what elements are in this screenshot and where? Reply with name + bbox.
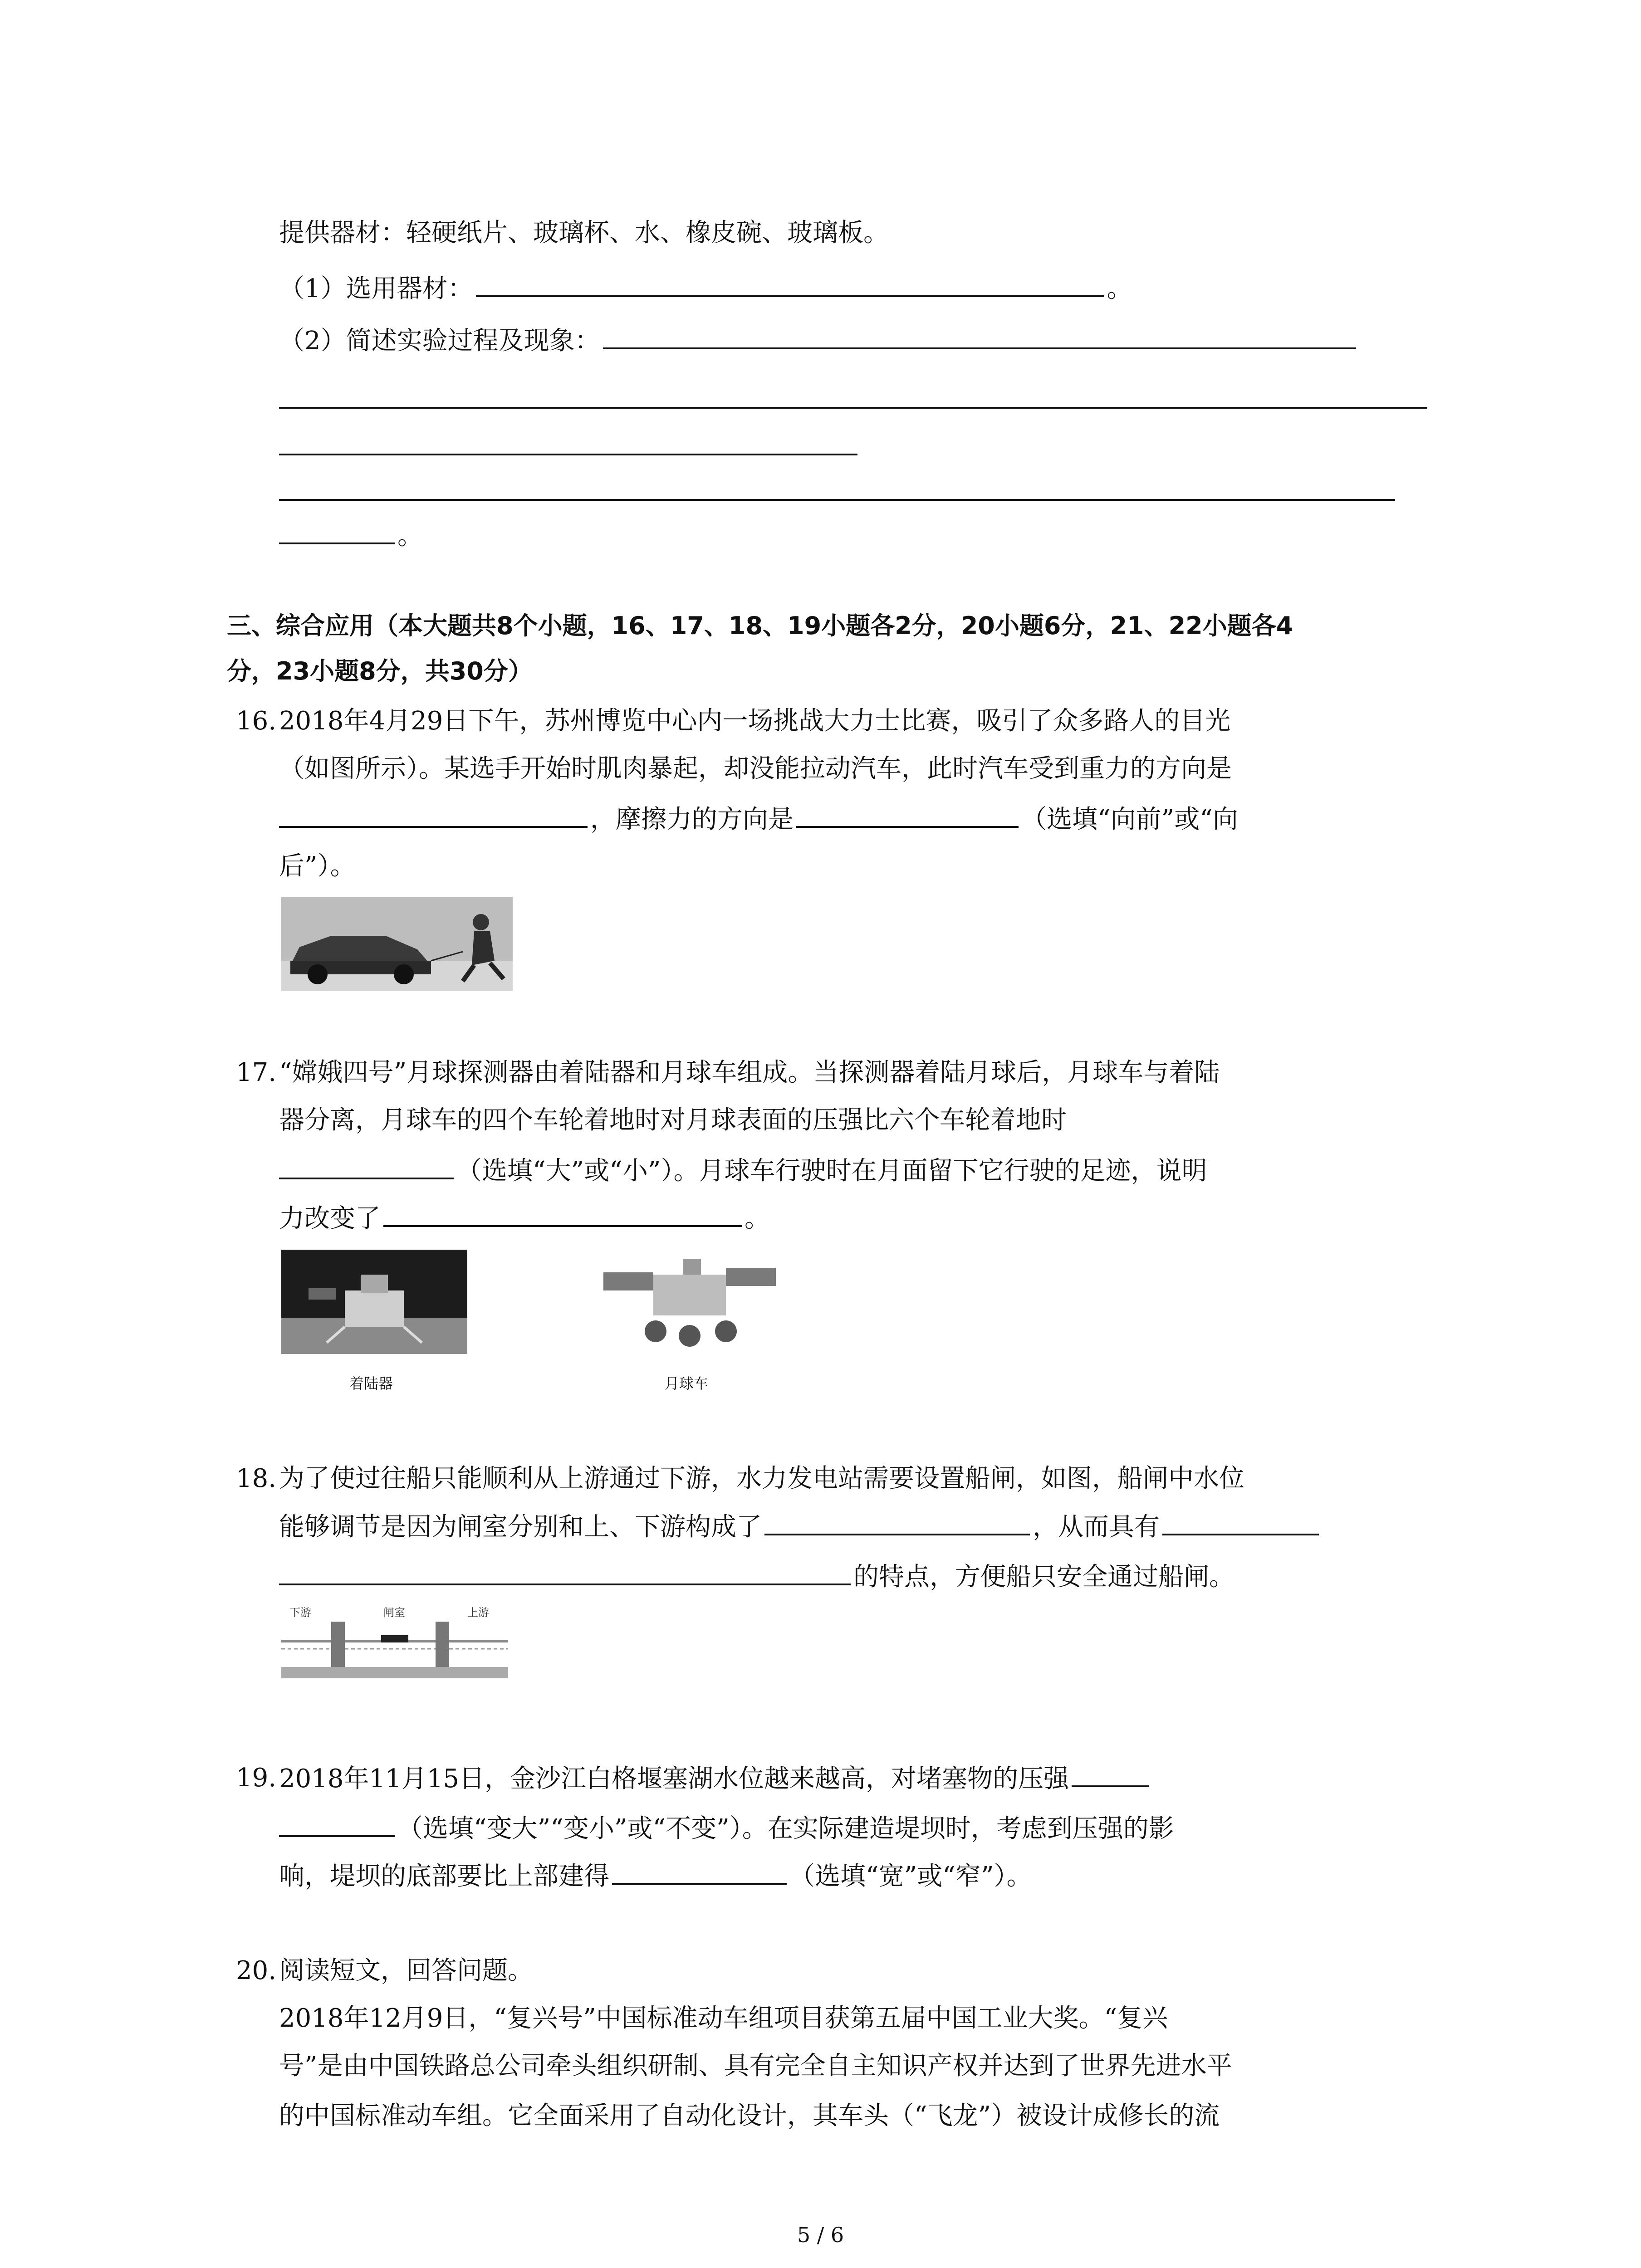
q18-line1: 为了使过往船只能顺利从上游通过下游，水力发电站需要设置船闸，如图，船闸中水位 <box>279 1464 1244 1493</box>
q18-label-downstream: 下游 <box>289 1606 311 1619</box>
q17-blank-pressure[interactable] <box>279 1152 454 1179</box>
sub1-end: 。 <box>1107 274 1132 303</box>
section-heading-line1: 三、综合应用（本大题共8个小题，16、17、18、19小题各2分，20小题6分，21、22小题各4 <box>227 611 1293 640</box>
q16-line3 <box>279 801 1238 838</box>
sub2-text <box>279 322 1359 359</box>
page-number: 5 / 6 <box>797 2223 844 2247</box>
q20-line3: 号”是由中国铁路总公司牵头组织研制、具有完全自主知识产权并达到了世界先进水平 <box>279 2051 1232 2081</box>
q18-blank-connector[interactable] <box>764 1508 1030 1535</box>
q17-line1: “嫦娥四号”月球探测器由着陆器和月球车组成。当探测器着陆月球后，月球车与着陆 <box>279 1058 1220 1087</box>
q17-rover-image <box>599 1250 780 1352</box>
q16-blank-friction[interactable] <box>796 801 1019 828</box>
q19-blank-pressure-a[interactable] <box>1072 1760 1149 1787</box>
q18-number: 18. <box>236 1464 277 1493</box>
q19-line3 <box>279 1857 1032 1895</box>
q16-line2: （如图所示）。某选手开始时肌肉暴起，却没能拉动汽车，此时汽车受到重力的方向是 <box>279 754 1232 783</box>
q18-line2-mid: ，从而具有 <box>1033 1512 1160 1542</box>
q16-blank-gravity[interactable] <box>279 801 588 828</box>
q19-line1-text: 2018年11月15日，金沙江白格堰塞湖水位越来越高，对堵塞物的压强 <box>279 1764 1069 1794</box>
q17-caption-rover: 月球车 <box>665 1375 709 1392</box>
q18-blank-feature-b[interactable] <box>279 1558 851 1585</box>
q16-car-image <box>281 897 513 991</box>
q16-line1: 2018年4月29日下午，苏州博览中心内一场挑战大力士比赛，吸引了众多路人的目光 <box>279 706 1231 736</box>
sub2-blank[interactable] <box>603 322 1356 349</box>
sub1-text <box>279 270 1132 307</box>
q17-lander-image <box>281 1250 467 1354</box>
q18-line2-label: 能够调节是因为闸室分别和上、下游构成了 <box>279 1512 762 1542</box>
q18-line2 <box>279 1508 1322 1545</box>
q19-number: 19. <box>236 1763 277 1793</box>
q20-number: 20. <box>236 1956 277 1985</box>
q16-number: 16. <box>236 706 277 736</box>
q20-line2: 2018年12月9日，“复兴号”中国标准动车组项目获第五届中国工业大奖。“复兴 <box>279 2004 1168 2033</box>
q17-line4-end: 。 <box>745 1204 770 1233</box>
q18-shiplock-diagram <box>281 1603 508 1678</box>
q18-line3 <box>279 1558 1234 1595</box>
q17-line4-label: 力改变了 <box>279 1204 381 1233</box>
q20-line4: 的中国标准动车组。它全面采用了自动化设计，其车头（“飞龙”）被设计成修长的流 <box>279 2101 1220 2131</box>
q17-line3-end: （选填“大”或“小”）。月球车行驶时在月面留下它行驶的足迹，说明 <box>456 1156 1207 1186</box>
answer-line-1[interactable] <box>279 407 1427 409</box>
q18-line3-end: 的特点，方便船只安全通过船闸。 <box>853 1562 1234 1592</box>
q17-blank-effect[interactable] <box>383 1200 742 1227</box>
top-end: 。 <box>397 521 423 551</box>
sub1-blank[interactable] <box>476 270 1104 297</box>
sub2-label: （2）简述实验过程及现象： <box>279 326 600 356</box>
answer-line-2[interactable] <box>279 454 857 455</box>
q16-line4: 后”）。 <box>279 851 356 881</box>
q19-line2-end: （选填“变大”“变小”或“不变”）。在实际建造堤坝时，考虑到压强的影 <box>397 1814 1174 1843</box>
q19-blank-width[interactable] <box>612 1857 787 1885</box>
answer-line-3[interactable] <box>279 499 1395 501</box>
q18-label-upstream: 上游 <box>467 1606 489 1619</box>
q17-number: 17. <box>236 1058 277 1087</box>
q17-line2: 器分离，月球车的四个车轮着地时对月球表面的压强比六个车轮着地时 <box>279 1105 1067 1135</box>
q19-blank-pressure-b[interactable] <box>279 1810 395 1837</box>
q16-line3-mid: ，摩擦力的方向是 <box>590 805 794 834</box>
q18-label-chamber: 闸室 <box>383 1606 405 1619</box>
sub1-label: （1）选用器材： <box>279 274 473 303</box>
q16-line3-end: （选填“向前”或“向 <box>1021 805 1238 834</box>
q19-line3-end: （选填“宽”或“窄”）。 <box>789 1862 1032 1891</box>
q19-line3-label: 响，堤坝的底部要比上部建得 <box>279 1862 609 1891</box>
q17-caption-lander: 着陆器 <box>349 1375 393 1392</box>
q20-line1: 阅读短文，回答问题。 <box>279 1956 533 1985</box>
answer-line-4-blank[interactable] <box>279 517 395 544</box>
section-heading-line2: 分，23小题8分，共30分） <box>227 657 533 685</box>
q19-line1 <box>279 1760 1151 1797</box>
answer-line-4 <box>279 517 423 554</box>
q19-line2 <box>279 1810 1174 1847</box>
materials-text: 提供器材：轻硬纸片、玻璃杯、水、橡皮碗、玻璃板。 <box>279 218 889 248</box>
q17-line4 <box>279 1200 770 1237</box>
q18-blank-feature-a[interactable] <box>1162 1508 1319 1535</box>
q17-line3 <box>279 1152 1207 1189</box>
